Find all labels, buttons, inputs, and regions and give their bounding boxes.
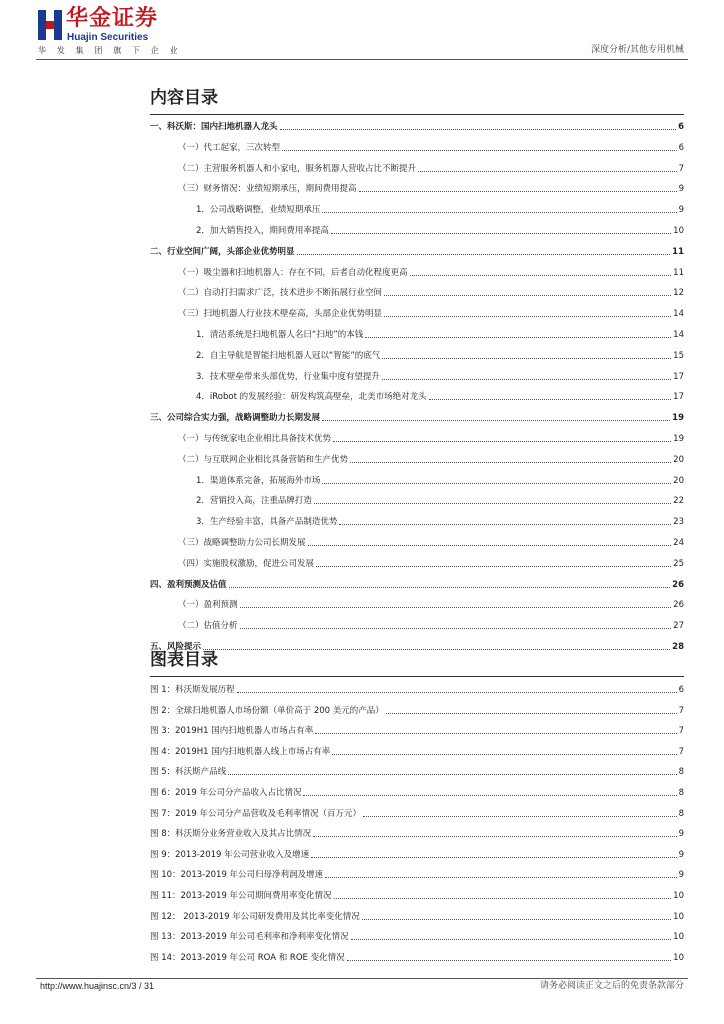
figure-entry-text: 图 7：2019 年公司分产品营收及毛利率情况（百万元）	[150, 808, 361, 819]
footer-disclaimer: 请务必阅读正文之后的免责条款部分	[539, 981, 684, 991]
dot-leader	[229, 587, 671, 588]
figure-entry-text: 图 12： 2013-2019 年公司研发费用及其比率变化情况	[150, 911, 360, 922]
toc-entry-page: 19	[672, 413, 684, 424]
toc-entry[interactable]	[178, 181, 684, 195]
dot-leader	[384, 316, 671, 317]
figure-entry-page: 7	[678, 726, 684, 737]
toc-entry[interactable]	[150, 119, 684, 133]
toc-entry-text: （二）与互联网企业相比具备营销和生产优势	[178, 454, 349, 465]
toc-entry-text: 一、科沃斯：国内扫地机器人龙头	[150, 122, 278, 132]
toc-entry-text: （二）主营服务机器人和小家电，服务机器人营收占比不断提升	[178, 163, 417, 174]
dot-leader	[339, 524, 671, 525]
figure-entry-page: 6	[678, 685, 684, 695]
brand-name-cn: 华金证券	[66, 6, 159, 31]
figure-entry-text: 图 13：2013-2019 年公司毛利率和净利率变化情况	[150, 932, 349, 943]
figure-entry[interactable]	[150, 723, 684, 737]
figure-entry-page: 7	[678, 746, 684, 757]
toc-title: 内容目录	[150, 88, 218, 108]
toc-entry[interactable]	[178, 597, 684, 611]
toc-entry-page: 19	[673, 434, 684, 444]
toc-rule	[150, 114, 684, 115]
dot-leader	[418, 171, 677, 172]
toc-entry-text: （一）吸尘器和扫地机器人：存在不同，后者自动化程度更高	[178, 267, 408, 278]
figure-entry[interactable]	[150, 703, 684, 717]
toc-entry-text: 2．自主导航是智能扫地机器人冠以“智能”的底气	[196, 350, 381, 361]
dot-leader	[334, 898, 672, 899]
dot-leader	[347, 960, 672, 961]
figure-entry-page: 10	[673, 911, 684, 922]
dot-leader	[237, 692, 677, 693]
figure-entry[interactable]	[150, 682, 684, 696]
toc-entry-page: 9	[678, 205, 684, 216]
dot-leader	[429, 399, 672, 400]
header-divider	[36, 59, 688, 60]
toc-entry-page: 27	[673, 621, 684, 632]
toc-entry[interactable]	[150, 639, 684, 653]
toc-entry-text: （二）自动打扫需求广泛，技术进步不断拓展行业空间	[178, 288, 383, 299]
dot-leader	[384, 295, 671, 296]
toc-entry-page: 15	[673, 350, 684, 361]
figure-entry-page: 10	[673, 891, 684, 901]
figure-entry-page: 9	[678, 870, 684, 881]
figure-entry[interactable]	[150, 888, 684, 902]
toc-entry-text: 1．公司战略调整，业绩短期承压	[196, 205, 321, 216]
figure-entry[interactable]	[150, 847, 684, 861]
toc-entry-text: （一）代工起家，三次转型	[178, 142, 281, 153]
toc-entry-text: （三）财务情况：业绩短期承压，期间费用提高	[178, 184, 357, 195]
toc-entry[interactable]	[196, 202, 684, 216]
toc-entry-page: 22	[673, 496, 684, 507]
toc-entry-page: 7	[678, 163, 684, 174]
dot-leader	[203, 649, 670, 650]
figure-entry-page: 10	[673, 932, 684, 943]
toc-entry[interactable]	[178, 452, 684, 466]
figure-entry-page: 9	[678, 829, 684, 840]
toc-entry-page: 20	[673, 475, 684, 486]
toc-entry-page: 24	[673, 538, 684, 548]
toc-entry-page: 23	[673, 517, 684, 528]
dot-leader	[282, 150, 677, 151]
figure-entry-page: 8	[678, 767, 684, 778]
toc-entry-text: （一）与传统家电企业相比具备技术优势	[178, 434, 332, 444]
brand-name-en: Huajin Securities	[67, 32, 149, 43]
toc-entry[interactable]	[196, 473, 684, 487]
toc-entry[interactable]	[178, 140, 684, 154]
toc-entry-text: 1．渠道体系完备，拓展海外市场	[196, 475, 321, 486]
toc-entry-text: 1．清洁系统是扫地机器人名曰“扫地”的本钱	[196, 330, 364, 340]
dot-leader	[410, 275, 672, 276]
report-type: 深度分析/其他专用机械	[590, 45, 684, 55]
toc-entry[interactable]	[196, 514, 684, 528]
toc-entry-text: 二、行业空间广阔，头部企业优势明显	[150, 246, 295, 257]
figure-entry-text: 图 14：2013-2019 年公司 ROA 和 ROE 变化情况	[150, 952, 345, 963]
dot-leader	[308, 545, 672, 546]
huajin-logo-icon	[38, 10, 62, 40]
toc-entry[interactable]	[178, 535, 684, 549]
page-header	[0, 0, 724, 62]
toc-entry[interactable]	[178, 556, 684, 570]
dot-leader	[382, 379, 671, 380]
toc-entry[interactable]	[178, 285, 684, 299]
figure-entry-page: 8	[678, 788, 684, 798]
toc-entry[interactable]	[196, 223, 684, 237]
figure-entry-text: 图 8：科沃斯分业务营业收入及其占比情况	[150, 829, 312, 840]
figure-entry-text: 图 4：2019H1 国内扫地机器人线上市场占有率	[150, 746, 331, 757]
toc-entry-page: 6	[678, 142, 684, 153]
dot-leader	[322, 212, 676, 213]
toc-entry-page: 6	[678, 122, 684, 132]
toc-entry[interactable]	[150, 244, 684, 258]
dot-leader	[311, 857, 676, 858]
toc-entry-text: 3．生产经验丰富，具备产品制造优势	[196, 517, 338, 528]
toc-entry[interactable]	[178, 161, 684, 175]
figures-rule	[150, 676, 684, 677]
figure-entry[interactable]	[150, 950, 684, 964]
toc-entry-text: （三）战略调整助力公司长期发展	[178, 538, 306, 548]
toc-entry-page: 25	[673, 558, 684, 569]
toc-entry[interactable]	[196, 369, 684, 383]
dot-leader	[240, 607, 672, 608]
toc-entry-text: 3．技术壁垒带来头部优势，行业集中度有望提升	[196, 371, 380, 382]
figure-entry[interactable]	[150, 764, 684, 778]
toc-entry-page: 10	[673, 226, 684, 236]
figure-entry[interactable]	[150, 826, 684, 840]
toc-entry[interactable]	[178, 265, 684, 279]
dot-leader	[362, 919, 671, 920]
toc-entry[interactable]	[150, 410, 684, 424]
footer-url-page: http://www.huajinsc.cn/3 / 31	[40, 981, 155, 991]
figure-entry-page: 10	[673, 952, 684, 963]
toc-entry[interactable]	[178, 306, 684, 320]
dot-leader	[332, 754, 676, 755]
figure-entry-text: 图 11：2013-2019 年公司期间费用率变化情况	[150, 891, 332, 901]
toc-entry[interactable]	[178, 618, 684, 632]
toc-entry[interactable]	[196, 389, 684, 403]
toc-entry-page: 26	[672, 579, 684, 590]
figure-entry-text: 图 5：科沃斯产品线	[150, 767, 227, 778]
figure-entry[interactable]	[150, 806, 684, 820]
figures-title: 图表目录	[150, 650, 218, 670]
footer-divider	[36, 978, 688, 979]
toc-entry-page: 28	[672, 642, 684, 652]
toc-entry-page: 9	[678, 184, 684, 195]
toc-entry[interactable]	[196, 493, 684, 507]
toc-entry-page: 14	[673, 309, 684, 320]
figure-entry-page: 9	[678, 849, 684, 860]
figure-entry-text: 图 3：2019H1 国内扫地机器人市场占有率	[150, 726, 314, 737]
toc-entry-text: （二）估值分析	[178, 621, 238, 632]
toc-entry-page: 17	[673, 392, 684, 403]
dot-leader	[240, 628, 672, 629]
dot-leader	[322, 420, 670, 421]
figure-entry-page: 7	[678, 705, 684, 716]
toc-entry-page: 20	[673, 454, 684, 465]
figure-entry[interactable]	[150, 744, 684, 758]
toc-entry-page: 26	[673, 600, 684, 611]
dot-leader	[228, 774, 676, 775]
toc-entry[interactable]	[196, 327, 684, 341]
dot-leader	[333, 441, 671, 442]
toc-entry-text: 五、风险提示	[150, 642, 202, 652]
dot-leader	[350, 462, 671, 463]
toc-entry-text: 三、公司综合实力强，战略调整助力长期发展	[150, 413, 321, 424]
dot-leader	[303, 795, 676, 796]
figure-entry-text: 图 2：全球扫地机器人市场份额（单价高于 200 美元的产品）	[150, 705, 384, 716]
dot-leader	[359, 191, 677, 192]
toc-entry-text: 四、盈利预测及估值	[150, 579, 227, 590]
dot-leader	[314, 503, 671, 504]
figure-entry-text: 图 1：科沃斯发展历程	[150, 685, 235, 695]
toc-entry-page: 14	[673, 330, 684, 340]
toc-entry-text: （四）实施股权激励，促进公司发展	[178, 558, 315, 569]
dot-leader	[313, 836, 676, 837]
toc-entry-page: 11	[673, 267, 684, 278]
figure-entry[interactable]	[150, 929, 684, 943]
figure-entry-text: 图 6：2019 年公司分产品收入占比情况	[150, 788, 302, 798]
toc-entry[interactable]	[150, 577, 684, 591]
toc-entry-text: 2．营销投入高，注重品牌打造	[196, 496, 312, 507]
dot-leader	[382, 358, 671, 359]
dot-leader	[331, 233, 671, 234]
brand-slogan: 华发集团旗下企业	[38, 46, 189, 55]
toc-entry-page: 17	[673, 371, 684, 382]
dot-leader	[325, 877, 677, 878]
dot-leader	[365, 337, 671, 338]
dot-leader	[315, 733, 676, 734]
dot-leader	[386, 713, 677, 714]
toc-entry[interactable]	[178, 431, 684, 445]
dot-leader	[316, 566, 671, 567]
figure-entry[interactable]	[150, 909, 684, 923]
figure-entry[interactable]	[150, 867, 684, 881]
dot-leader	[363, 816, 677, 817]
toc-entry-page: 11	[672, 246, 684, 257]
toc-entry-page: 12	[673, 288, 684, 299]
figure-entry-text: 图 9：2013-2019 年公司营业收入及增速	[150, 849, 310, 860]
toc-entry-text: （一）盈利预测	[178, 600, 238, 611]
toc-entry-text: （三）扫地机器人行业技术壁垒高，头部企业优势明显	[178, 309, 383, 320]
dot-leader	[280, 129, 677, 130]
dot-leader	[322, 483, 671, 484]
figure-entry[interactable]	[150, 785, 684, 799]
dot-leader	[351, 939, 672, 940]
figure-entry-page: 8	[678, 808, 684, 819]
figure-entry-text: 图 10：2013-2019 年公司归母净利润及增速	[150, 870, 324, 881]
toc-entry[interactable]	[196, 348, 684, 362]
toc-entry-text: 2．加大销售投入，期间费用率提高	[196, 226, 329, 236]
dot-leader	[297, 254, 671, 255]
toc-entry-text: 4．iRobot 的发展经验：研发构筑高壁垒，北美市场绝对龙头	[196, 392, 427, 403]
